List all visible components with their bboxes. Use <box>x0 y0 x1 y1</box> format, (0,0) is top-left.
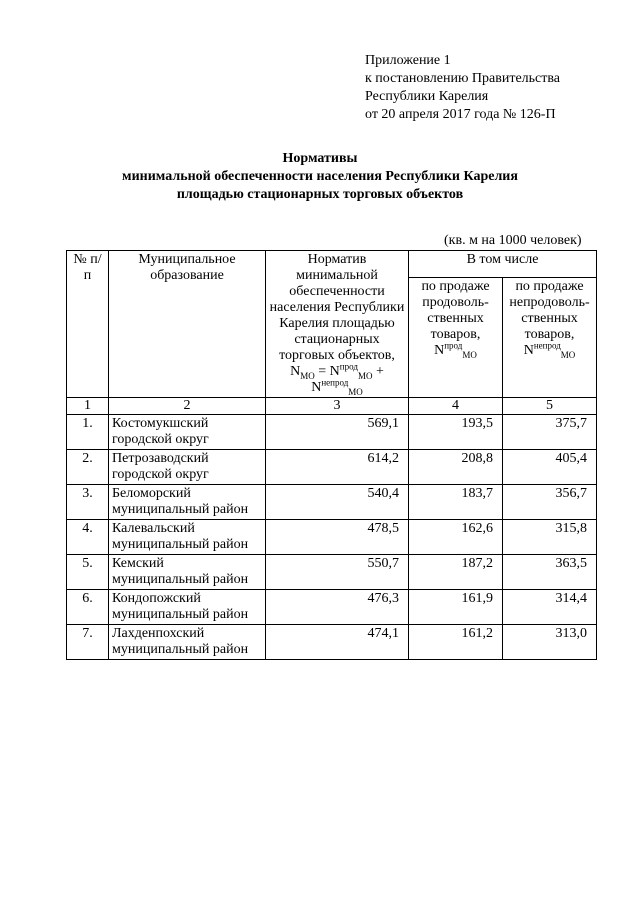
row-total: 540,4 <box>266 485 409 520</box>
header-num: № п/п <box>67 251 109 398</box>
row-total: 476,3 <box>266 590 409 625</box>
row-nonfood: 313,0 <box>503 625 597 660</box>
appendix-line-2: к постановлению Правительства <box>365 71 561 86</box>
column-number: 2 <box>109 398 266 415</box>
appendix-line-1: Приложение 1 <box>365 53 451 68</box>
table-header-row <box>67 251 597 278</box>
row-municipality: Костомукшский городской округ <box>109 415 266 450</box>
row-nonfood: 314,4 <box>503 590 597 625</box>
row-food: 161,2 <box>409 625 503 660</box>
title-line-1: Нормативы <box>282 151 358 166</box>
column-number: 4 <box>409 398 503 415</box>
header-nonfood <box>503 278 597 398</box>
table-row <box>67 555 597 590</box>
column-number-row <box>67 398 597 415</box>
row-municipality: Кемский муниципальный район <box>109 555 266 590</box>
title-line-3: площадью стационарных торговых объектов <box>176 187 464 202</box>
row-nonfood: 405,4 <box>503 450 597 485</box>
header-norm-formula: $N_{МО} = N^{прод}_{МО} + N^{непрод}_{МО}$ <box>290 361 384 397</box>
row-food: 208,8 <box>409 450 503 485</box>
header-norm <box>266 251 409 398</box>
row-food: 183,7 <box>409 485 503 520</box>
table-row <box>67 590 597 625</box>
header-food-symbol: $N^{прод}_{МО}$ <box>434 340 477 361</box>
row-num: 7. <box>67 625 109 660</box>
row-food: 187,2 <box>409 555 503 590</box>
row-nonfood: 315,8 <box>503 520 597 555</box>
table-row <box>67 485 597 520</box>
row-num: 3. <box>67 485 109 520</box>
row-municipality: Лахденпохский муниципальный район <box>109 625 266 660</box>
units-note: (кв. м на 1000 человек) <box>444 233 582 248</box>
appendix-line-4: от 20 апреля 2017 года № 126-П <box>365 107 556 122</box>
row-municipality: Калевальский муниципальный район <box>109 520 266 555</box>
document-title <box>0 150 640 204</box>
row-total: 550,7 <box>266 555 409 590</box>
row-total: 478,5 <box>266 520 409 555</box>
row-num: 2. <box>67 450 109 485</box>
header-nonfood-text: по продаже непродоволь-ственных товаров, <box>509 279 590 343</box>
table-row <box>67 520 597 555</box>
row-nonfood: 363,5 <box>503 555 597 590</box>
row-total: 569,1 <box>266 415 409 450</box>
row-nonfood: 356,7 <box>503 485 597 520</box>
table-row <box>67 415 597 450</box>
header-norm-text: Норматив минимальной обеспеченности населения Республики Карелия площадью стационарных торговых объектов, <box>269 252 405 363</box>
table-row <box>67 450 597 485</box>
appendix-line-3: Республики Карелия <box>365 89 489 104</box>
column-number: 3 <box>266 398 409 415</box>
row-total: 474,1 <box>266 625 409 660</box>
row-food: 193,5 <box>409 415 503 450</box>
row-municipality: Кондопожский муниципальный район <box>109 590 266 625</box>
header-including: В том числе <box>409 251 597 278</box>
header-municipality: Муниципальное образование <box>109 251 266 398</box>
table-row <box>67 625 597 660</box>
column-number: 1 <box>67 398 109 415</box>
row-num: 5. <box>67 555 109 590</box>
row-food: 161,9 <box>409 590 503 625</box>
row-nonfood: 375,7 <box>503 415 597 450</box>
appendix-block <box>365 52 560 124</box>
column-number: 5 <box>503 398 597 415</box>
row-total: 614,2 <box>266 450 409 485</box>
row-num: 4. <box>67 520 109 555</box>
header-food-text: по продаже продоволь-ственных товаров, <box>421 279 490 343</box>
header-nonfood-symbol: $N^{непрод}_{МО}$ <box>523 340 576 361</box>
header-food <box>409 278 503 398</box>
row-num: 6. <box>67 590 109 625</box>
row-num: 1. <box>67 415 109 450</box>
row-municipality: Петрозаводский городской округ <box>109 450 266 485</box>
title-line-2: минимальной обеспеченности населения Республики Карелия <box>122 169 518 184</box>
row-food: 162,6 <box>409 520 503 555</box>
norms-table <box>66 250 597 660</box>
row-municipality: Беломорский муниципальный район <box>109 485 266 520</box>
